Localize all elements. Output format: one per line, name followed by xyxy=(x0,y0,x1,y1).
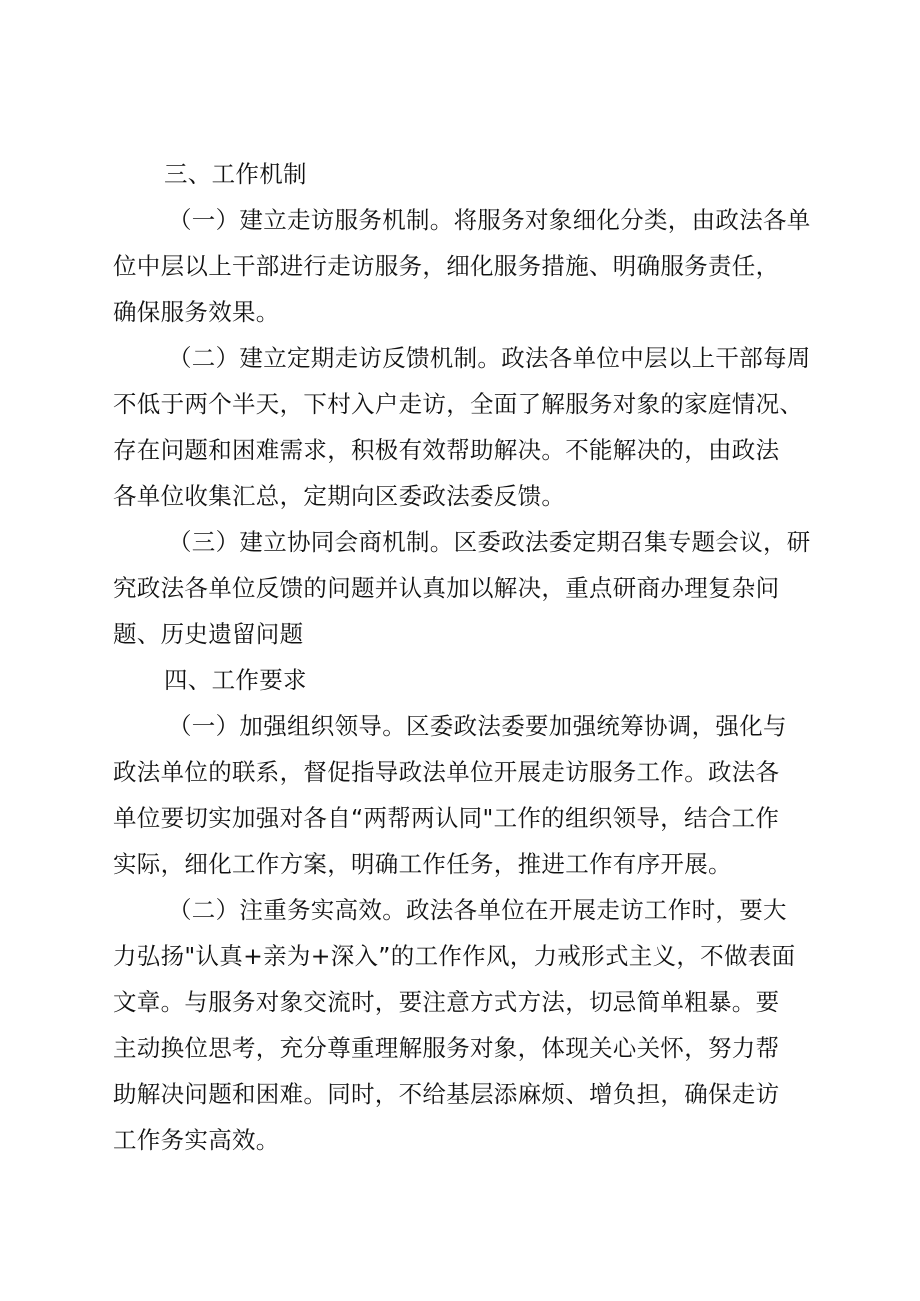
paragraph-line: （三）建立协同会商机制。区委政法委定期召集专题会议，研 xyxy=(168,528,811,556)
paragraph-line: 主动换位思考，充分尊重理解服务对象，体现关心关怀，努力帮 xyxy=(113,1034,780,1062)
paragraph-line: （一）建立走访服务机制。将服务对象细化分类，由政法各单 xyxy=(168,206,811,234)
paragraph-line: 各单位收集汇总，定期向区委政法委反馈。 xyxy=(113,482,566,510)
paragraph-line: 力弘扬"认真+亲为+深入”的工作作风，力戒形式主义，不做表面 xyxy=(113,942,796,970)
paragraph-line: 究政法各单位反馈的问题并认真加以解决，重点研商办理复杂问 xyxy=(113,574,780,602)
paragraph-line: （二）注重务实高效。政法各单位在开展走访工作时，要大 xyxy=(168,896,787,924)
paragraph-line: 不低于两个半天，下村入户走访，全面了解服务对象的家庭情况、 xyxy=(113,390,804,418)
section-heading-work-requirements: 四、工作要求 xyxy=(164,666,307,694)
paragraph-line: 存在问题和困难需求，积极有效帮助解决。不能解决的，由政法 xyxy=(113,436,780,464)
paragraph-line: 助解决问题和困难。同时，不给基层添麻烦、增负担，确保走访 xyxy=(113,1080,780,1108)
paragraph-line: （一）加强组织领导。区委政法委要加强统筹协调，强化与 xyxy=(168,712,787,740)
paragraph-line: 实际，细化工作方案，明确工作任务，推进工作有序开展。 xyxy=(113,850,732,878)
paragraph-line: （二）建立定期走访反馈机制。政法各单位中层以上干部每周 xyxy=(168,344,811,372)
paragraph-line: 确保服务效果。 xyxy=(113,298,280,326)
paragraph-line: 题、历史遗留问题 xyxy=(113,620,304,648)
section-heading-work-mechanism: 三、工作机制 xyxy=(164,160,307,188)
paragraph-line: 文章。与服务对象交流时，要注意方式方法，切忌简单粗暴。要 xyxy=(113,988,780,1016)
paragraph-line: 单位要切实加强对各自“两帮两认同"工作的组织领导，结合工作 xyxy=(113,804,780,832)
paragraph-line: 位中层以上干部进行走访服务，细化服务措施、明确服务责任， xyxy=(113,252,780,280)
paragraph-line: 政法单位的联系，督促指导政法单位开展走访服务工作。政法各 xyxy=(113,758,780,786)
paragraph-line: 工作务实高效。 xyxy=(113,1126,280,1154)
